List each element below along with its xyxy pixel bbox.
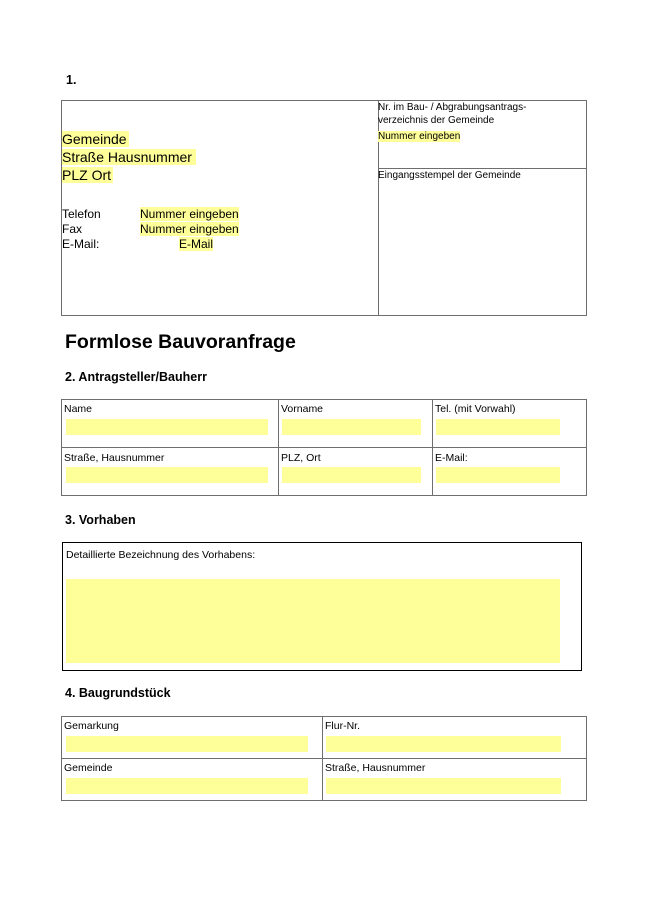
tel-label: Tel. (mit Vorwahl)	[435, 403, 516, 415]
nr-verzeichnis-label-line1: Nr. im Bau- / Abgrabungsantrags-	[378, 102, 527, 113]
email-label-2: E-Mail:	[435, 452, 468, 464]
flur-label: Flur-Nr.	[325, 720, 360, 732]
name-label: Name	[64, 403, 93, 415]
email-field[interactable]: E-Mail	[179, 237, 214, 251]
name-input[interactable]	[66, 419, 268, 435]
fax-label: Fax	[62, 222, 83, 236]
eingangsstempel-label: Eingangsstempel der Gemeinde	[378, 170, 521, 181]
email-input[interactable]	[436, 467, 560, 483]
email-label: E-Mail:	[62, 237, 100, 251]
section-4-heading: 4. Baugrundstück	[65, 686, 171, 700]
plz-ort-input[interactable]	[282, 467, 421, 483]
tel-input[interactable]	[436, 419, 560, 435]
municipality-box-hdivider	[378, 168, 587, 169]
grundstueck-strasse-input[interactable]	[326, 778, 561, 794]
flur-input[interactable]	[326, 736, 561, 752]
strasse-hausnummer-field[interactable]: Straße Hausnummer	[62, 149, 196, 165]
grundstueck-gemeinde-input[interactable]	[66, 778, 308, 794]
grundstueck-gemeinde-label: Gemeinde	[64, 762, 113, 774]
vorhaben-label: Detaillierte Bezeichnung des Vorhabens:	[66, 549, 256, 561]
applicant-table-row	[61, 447, 587, 448]
section-1-number: 1.	[66, 73, 77, 87]
vorname-input[interactable]	[282, 419, 421, 435]
grundstueck-strasse-label: Straße, Hausnummer	[325, 762, 426, 774]
section-3-heading: 3. Vorhaben	[65, 513, 136, 527]
section-2-heading: 2. Antragsteller/Bauherr	[65, 370, 207, 384]
telefon-label: Telefon	[62, 207, 101, 221]
grundstueck-table-row	[61, 758, 587, 759]
vorname-label: Vorname	[281, 403, 324, 415]
vorhaben-textarea[interactable]	[66, 579, 560, 663]
gemeinde-field[interactable]: Gemeinde	[62, 131, 127, 147]
nr-verzeichnis-label-line2: verzeichnis der Gemeinde	[378, 115, 495, 126]
gemarkung-label: Gemarkung	[64, 720, 119, 732]
strasse-label: Straße, Hausnummer	[64, 452, 165, 464]
nr-verzeichnis-field[interactable]: Nummer eingeben	[378, 131, 461, 142]
strasse-input[interactable]	[66, 467, 268, 483]
fax-field[interactable]: Nummer eingeben	[140, 222, 239, 236]
nr-verzeichnis-label	[378, 101, 526, 127]
telefon-field[interactable]: Nummer eingeben	[140, 207, 239, 221]
plz-ort-field[interactable]: PLZ Ort	[62, 167, 112, 183]
page-title: Formlose Bauvoranfrage	[65, 331, 296, 353]
plz-ort-label: PLZ, Ort	[281, 452, 321, 464]
gemarkung-input[interactable]	[66, 736, 308, 752]
